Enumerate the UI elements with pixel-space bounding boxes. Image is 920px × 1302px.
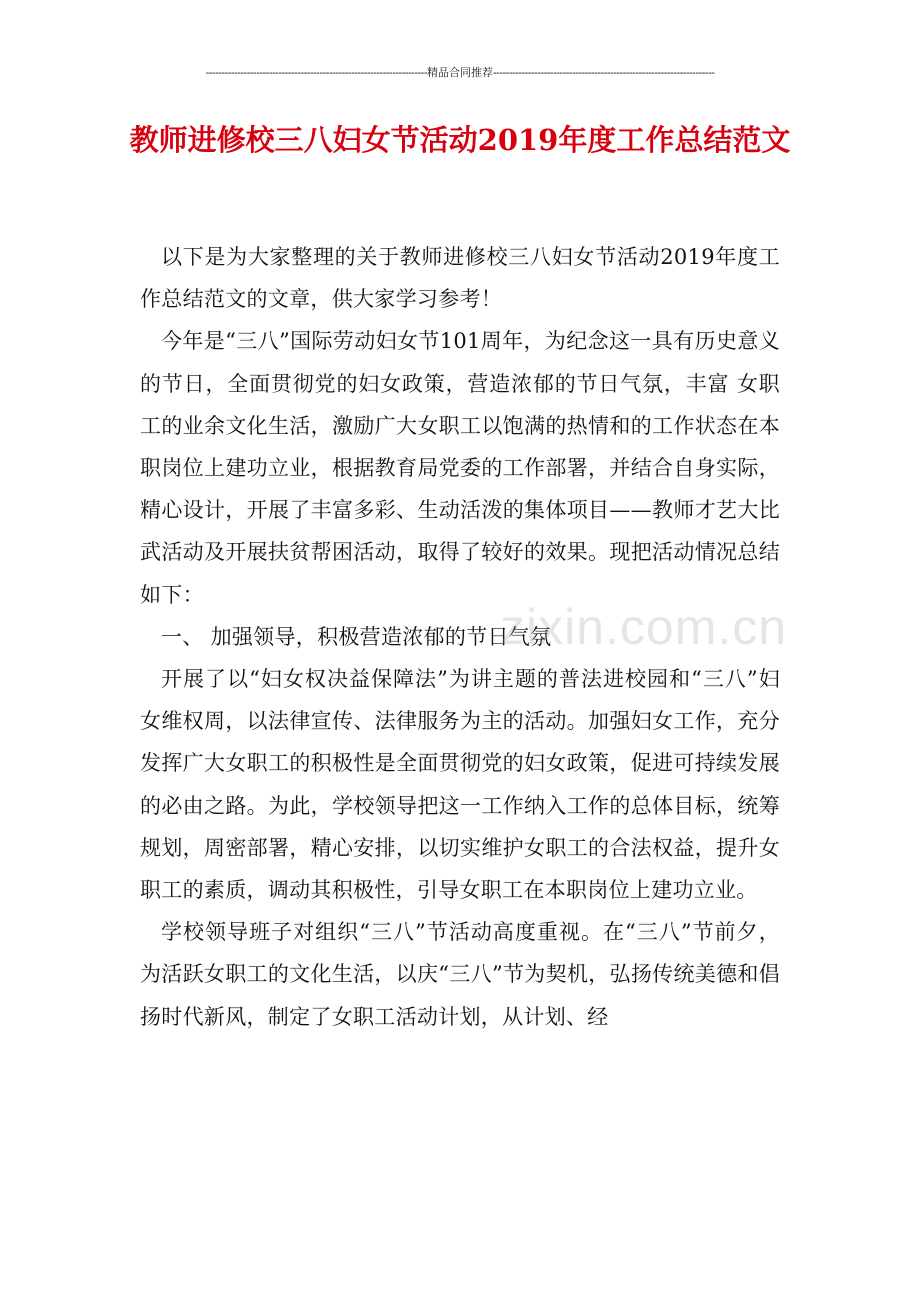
document-body xyxy=(140,236,780,1038)
watermark: zixin.com.cn xyxy=(500,599,788,655)
header-label: 精品合同推荐 xyxy=(427,67,493,79)
document-title: 教师进修校三八妇女节活动2019年度工作总结范文 xyxy=(129,123,791,157)
page-header xyxy=(140,66,780,80)
paragraph-leadership: 学校领导班子对组织“三八”节活动高度重视。在“三八”节前夕，为活跃女职工的文化生活，以庆“三八”节为契机，弘扬传统美德和倡扬时代新风，制定了女职工活动计划，从计划、经 xyxy=(140,920,780,1029)
header-dashes-left: ---------------------------------------------------------------------- xyxy=(205,67,427,79)
header-dashes-right: ---------------------------------------------------------------------- xyxy=(493,67,715,79)
section-heading-1: 一、 加强领导，积极营造浓郁的节日气氛 xyxy=(161,624,552,649)
paragraph-background: 今年是“三八”国际劳动妇女节101周年，为纪念这一具有历史意义的节日，全面贯彻党的妇女政策，营造浓郁的节日气氛，丰富 女职工的业余文化生活，激励广大女职工以饱满的热情和的工作状态在本职岗位上建功立业，根据教育局党委的工作部署，并结合自身实际，精心设计，开展了丰富多彩、生动活泼的集体项目——教师才艺大比武活动及开展扶贫帮困活动，取得了较好的效果。现把活动情况总结如下： xyxy=(140,329,780,607)
paragraph-section-1: 开展了以“妇女权决益保障法”为讲主题的普法进校园和“三八”妇女维权周，以法律宣传、法律服务为主的活动。加强妇女工作，充分发挥广大女职工的积极性是全面贯彻党的妇女政策，促进可持续发展的必由之路。为此，学校领导把这一工作纳入工作的总体目标，统筹规划，周密部署，精心安排，以切实维护女职工的合法权益，提升女职工的素质，调动其积极性，引导女职工在本职岗位上建功立业。 xyxy=(140,667,780,903)
paragraph-intro: 以下是为大家整理的关于教师进修校三八妇女节活动2019年度工作总结范文的文章，供大家学习参考！ xyxy=(140,245,780,312)
